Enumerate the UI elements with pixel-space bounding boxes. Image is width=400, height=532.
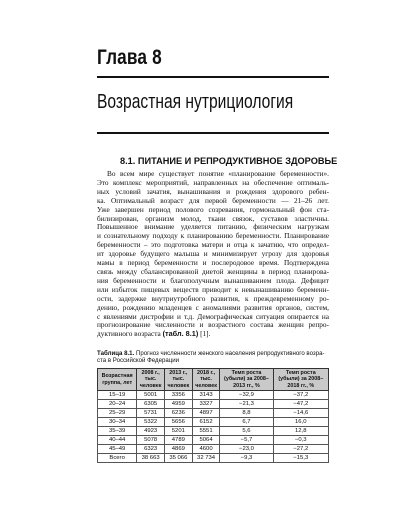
- table-cell: 6323: [137, 445, 165, 454]
- table-row: [98, 445, 329, 454]
- paragraph-line: дению, рождению младенцев с аномалиями развития органов, систем,: [97, 303, 329, 312]
- paragraph-line: Это комплекс мероприятий, направленных на обеспечение оптималь-: [97, 178, 329, 187]
- table-cell: 4600: [192, 445, 220, 454]
- table-cell: 4897: [192, 409, 220, 418]
- table-cell: 5001: [137, 391, 165, 400]
- top-rule: [97, 76, 329, 78]
- table-cell: 4869: [164, 445, 192, 454]
- paragraph-line: мамы в период беременности и послеродовое время. Подтверждена: [97, 259, 329, 268]
- header-2018: 2018 г., тыс. человек: [192, 369, 220, 391]
- paragraph-line: Во всем мире существует понятие «планирование беременности».: [107, 170, 329, 178]
- table-row: [98, 427, 329, 436]
- table-cell: 6236: [164, 409, 192, 418]
- table-cell: −14,6: [273, 409, 328, 418]
- table-cell: 30–34: [98, 418, 137, 427]
- chapter-heading: Глава 8: [97, 46, 162, 69]
- table-caption-text: Прогноз численности женского населения репродуктивного возра-ста в Российской Федерации: [97, 350, 325, 365]
- table-cell: 3143: [192, 391, 220, 400]
- table-cell: 25–29: [98, 409, 137, 418]
- paragraph-line: ния беременности и благополучным вынашиванием плода. Дефицит: [97, 276, 329, 285]
- paragraph-last-line: [97, 330, 329, 339]
- table-cell: 45–49: [98, 445, 137, 454]
- paragraph-line: с явлениями дистрофии и т.д. Демографическая ситуация опирается на: [97, 312, 329, 321]
- table-caption: [97, 350, 329, 365]
- chapter-title: Возрастная нутрициология: [97, 91, 294, 113]
- table-cell: 4923: [137, 427, 165, 436]
- table-cell: Всего: [98, 454, 137, 463]
- table-cell: −37,2: [273, 391, 328, 400]
- table-row: [98, 391, 329, 400]
- header-age-group: Возрастная группа, лет: [98, 369, 137, 391]
- paragraph-line: прогнозирование численности и возрастного состава женщин репро-: [97, 321, 329, 330]
- table-cell: 3327: [192, 400, 220, 409]
- citation: [1].: [198, 330, 211, 339]
- table-cell: 5,6: [220, 427, 273, 436]
- table-cell: 5731: [137, 409, 165, 418]
- table-row: [98, 418, 329, 427]
- table-cell: 38 663: [137, 454, 165, 463]
- table-cell: 3356: [164, 391, 192, 400]
- paragraph-line: ости, задержке внутриутробного развития, к преждевременному ро-: [97, 294, 329, 303]
- paragraph-line: ных условий зачатия, вынашивания и рождения здорового ребен-: [97, 187, 329, 196]
- table-cell: 6152: [192, 418, 220, 427]
- table-cell: 6305: [137, 400, 165, 409]
- table-cell: 5656: [164, 418, 192, 427]
- table-cell: 35 066: [164, 454, 192, 463]
- table-cell: 32 734: [192, 454, 220, 463]
- table-cell: −23,0: [220, 445, 273, 454]
- paragraph-line: билизирован, организм молод, ткани связок, суставов эластичны.: [97, 214, 329, 223]
- bottom-rule: [97, 132, 329, 134]
- table-cell: 6,7: [220, 418, 273, 427]
- body-paragraph: [97, 170, 329, 339]
- table-cell: −27,2: [273, 445, 328, 454]
- table-row: [98, 436, 329, 445]
- population-table: [97, 368, 329, 463]
- table-cell: −9,3: [220, 454, 273, 463]
- paragraph-last-text: дуктивного возраста: [97, 330, 163, 339]
- paragraph-line: Повышенное внимание уделяется питанию, физическим нагрузкам: [97, 223, 329, 232]
- table-cell: 8,8: [220, 409, 273, 418]
- table-cell: 15–19: [98, 391, 137, 400]
- header-2008: 2008 г., тыс. человек: [137, 369, 165, 391]
- table-cell: 5064: [192, 436, 220, 445]
- header-growth-2008-2013: Темп роста (убыли) за 2008–2013 гг., %: [220, 369, 273, 391]
- table-cell: 5551: [192, 427, 220, 436]
- table-caption-label: Таблица 8.1.: [97, 350, 135, 357]
- paragraph-line: или избыток пищевых веществ приводит к невынашиванию беременн-: [97, 285, 329, 294]
- table-cell: 4959: [164, 400, 192, 409]
- table-cell: 35–39: [98, 427, 137, 436]
- header-growth-2008-2018: Темп роста (убыли) за 2008–2018 гг., %: [273, 369, 328, 391]
- table-cell: 16,0: [273, 418, 328, 427]
- table-cell: 20–24: [98, 400, 137, 409]
- table-cell: 4789: [164, 436, 192, 445]
- table-reference: (табл. 8.1): [162, 330, 199, 339]
- table-row: [98, 409, 329, 418]
- paragraph-line: и сознательному подходу к планированию беременности. Планирование: [97, 232, 329, 241]
- table-cell: 5078: [137, 436, 165, 445]
- table-header-row: [98, 369, 329, 391]
- table-cell: −32,9: [220, 391, 273, 400]
- table-cell: 12,8: [273, 427, 328, 436]
- table-cell: −5,7: [220, 436, 273, 445]
- section-title: 8.1. ПИТАНИЕ И РЕПРОДУКТИВНОЕ ЗДОРОВЬЕ: [120, 156, 338, 166]
- header-2013: 2013 г., тыс. человек: [164, 369, 192, 391]
- table-cell: −21,3: [220, 400, 273, 409]
- paragraph-line: связь между сбалансированной диетой женщины в период планирова-: [97, 267, 329, 276]
- paragraph-line: беременности – это подготовка матери и отца к зачатию, что определ-: [97, 241, 329, 250]
- table-cell: 40–44: [98, 436, 137, 445]
- table-total-row: [98, 454, 329, 463]
- paragraph-line: ка. Оптимальный возраст для первой беременности — 21–26 лет.: [97, 196, 329, 205]
- table-cell: −0,3: [273, 436, 328, 445]
- table-cell: 5201: [164, 427, 192, 436]
- table-cell: −15,3: [273, 454, 328, 463]
- paragraph-line: Уже завершен период полового созревания, гормональный фон ста-: [97, 205, 329, 214]
- table-cell: 5322: [137, 418, 165, 427]
- table-row: [98, 400, 329, 409]
- paragraph-line: ит здоровье будущего малыша и минимизирует угрозу для здоровья: [97, 250, 329, 259]
- table-cell: −47,2: [273, 400, 328, 409]
